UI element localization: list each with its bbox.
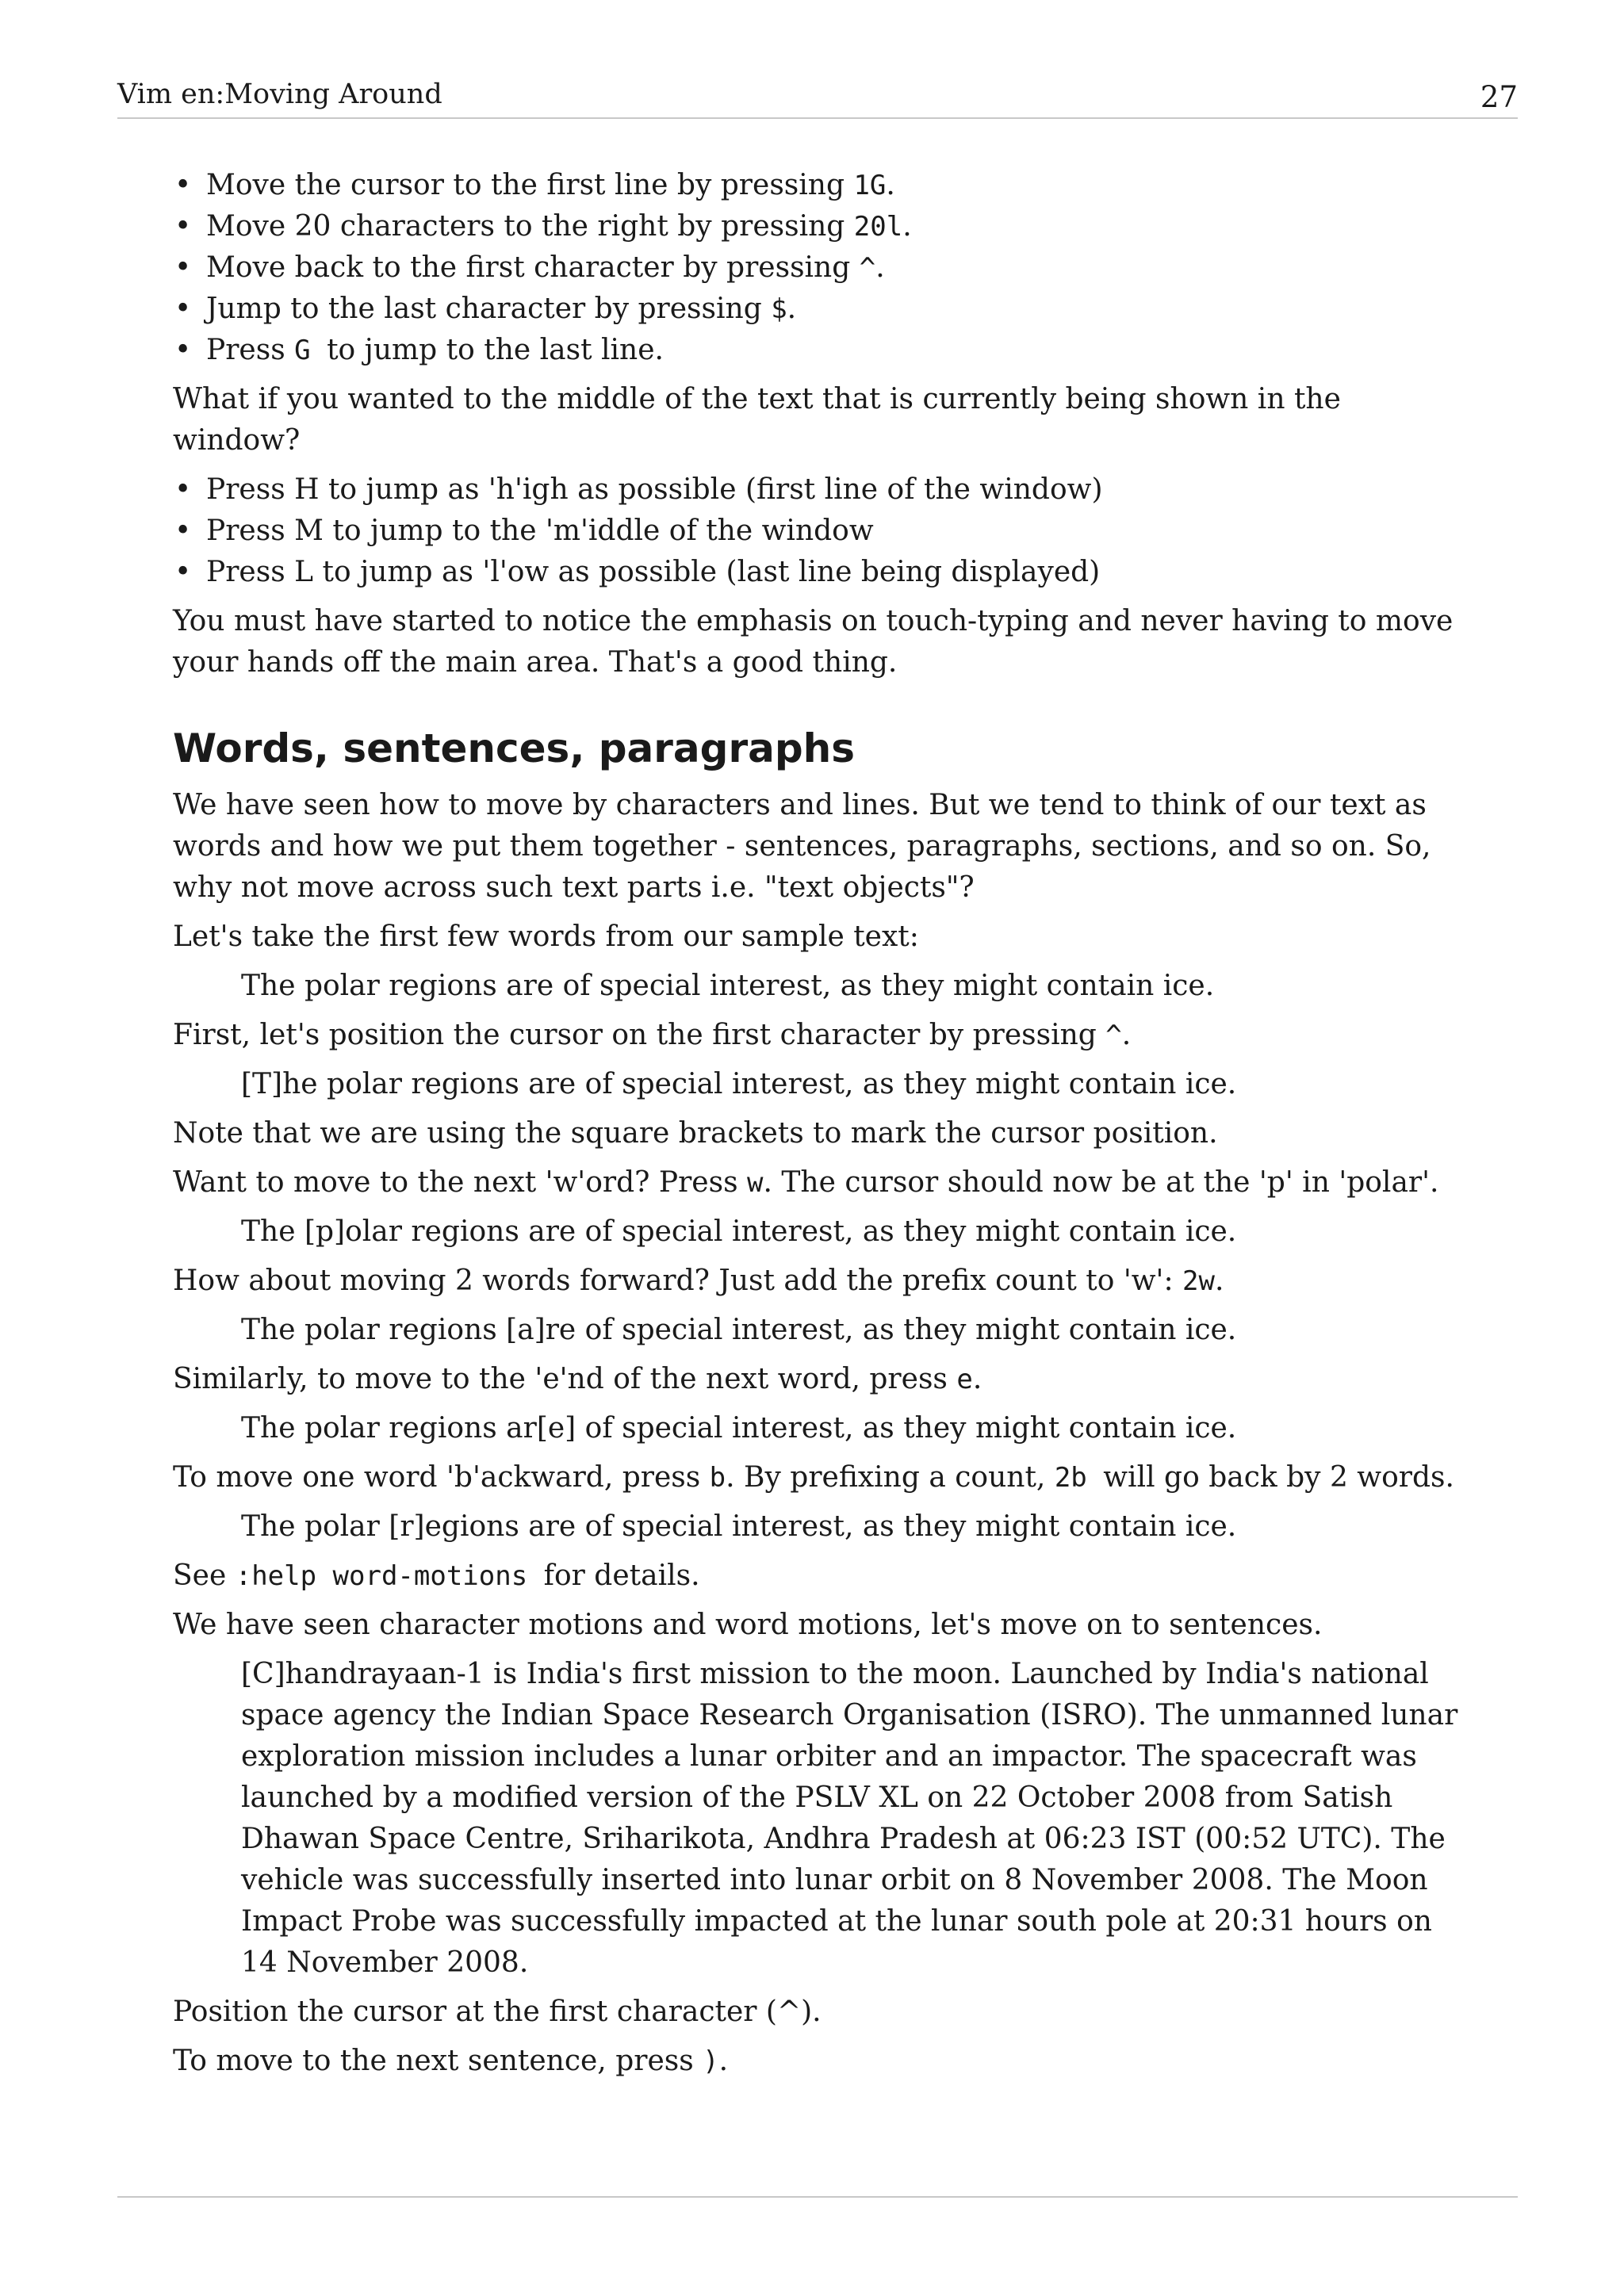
key-code: ) bbox=[703, 2045, 719, 2077]
section-heading: Words, sentences, paragraphs bbox=[173, 725, 855, 771]
key-code: G bbox=[294, 335, 327, 366]
footer-divider bbox=[117, 2196, 1518, 2198]
key-code: 2b bbox=[1054, 1462, 1104, 1494]
paragraph: You must have started to notice the emphasis on touch-typing and never having to move your hands off the main area. That's a good thing. bbox=[173, 605, 1454, 679]
key-code: 20l bbox=[853, 211, 903, 243]
page-number: 27 bbox=[1480, 80, 1518, 114]
list-item: • Move 20 characters to the right by pressing 20l. bbox=[173, 206, 1473, 247]
list-item: • Move back to the first character by pressing ^. bbox=[173, 247, 1473, 289]
running-title: Vim en:Moving Around bbox=[117, 78, 442, 110]
paragraph: Let's take the first few words from our sample text: bbox=[173, 920, 919, 953]
key-code: e bbox=[956, 1364, 973, 1395]
key-code: b bbox=[709, 1462, 726, 1494]
list-item: • Move the cursor to the first line by pressing 1G. bbox=[173, 165, 1473, 206]
key-code: w bbox=[747, 1167, 764, 1199]
paragraph: Want to move to the next 'w'ord? Press w. The cursor should now be at the 'p' in 'polar'. bbox=[173, 1166, 1439, 1199]
page-header bbox=[117, 76, 1518, 119]
example-text: [C]handrayaan-1 is India's first mission to the moon. Launched by India's national space agency the Indian Space Research Organisation (ISRO). The unmanned lunar exploration mission includes a lunar orbiter and an impactor. The spacecraft was launched by a modified version of the PSLV XL on 22 October 2008 from Satish Dhawan Space Centre, Sriharikota, Andhra Pradesh at 06:23 IST (00:52 UTC). The vehicle was successfully inserted into lunar orbit on 8 November 2008. The Moon Impact Probe was successfully impacted at the lunar south pole at 20:31 hours on 14 November 2008. bbox=[241, 1658, 1458, 1979]
paragraph: To move to the next sentence, press ). bbox=[173, 2045, 729, 2077]
cursor-motion-list bbox=[173, 165, 1473, 371]
list-item: • Jump to the last character by pressing $. bbox=[173, 289, 1473, 330]
example-text: The [p]olar regions are of special interest, as they might contain ice. bbox=[241, 1215, 1237, 1248]
list-item: • Press L to jump as 'l'ow as possible (last line being displayed) bbox=[173, 552, 1473, 593]
example-text: The polar regions are of special interest, as they might contain ice. bbox=[241, 970, 1215, 1002]
key-code: 2w bbox=[1182, 1265, 1215, 1297]
paragraph: First, let's position the cursor on the first character by pressing ^. bbox=[173, 1019, 1132, 1051]
paragraph: We have seen character motions and word motions, let's move on to sentences. bbox=[173, 1609, 1323, 1641]
paragraph: What if you wanted to the middle of the text that is currently being shown in the window? bbox=[173, 383, 1341, 457]
example-text: The polar [r]egions are of special interest, as they might contain ice. bbox=[241, 1510, 1237, 1543]
example-text: [T]he polar regions are of special interest, as they might contain ice. bbox=[241, 1068, 1237, 1100]
example-text: The polar regions [a]re of special interest, as they might contain ice. bbox=[241, 1314, 1237, 1346]
example-text: The polar regions ar[e] of special interest, as they might contain ice. bbox=[241, 1412, 1237, 1445]
key-code: ^ bbox=[1105, 1020, 1122, 1051]
paragraph: Similarly, to move to the 'e'nd of the next word, press e. bbox=[173, 1363, 982, 1395]
page-body bbox=[173, 165, 1473, 2090]
key-code: ^ bbox=[859, 252, 876, 284]
paragraph: How about moving 2 words forward? Just add the prefix count to 'w': 2w. bbox=[173, 1265, 1224, 1297]
window-motion-list bbox=[173, 469, 1473, 593]
key-code: $ bbox=[771, 293, 787, 325]
paragraph: Note that we are using the square brackets to mark the cursor position. bbox=[173, 1117, 1218, 1150]
list-item: • Press M to jump to the 'm'iddle of the window bbox=[173, 511, 1473, 552]
paragraph: See :help word-motions for details. bbox=[173, 1559, 700, 1592]
list-item: • Press G to jump to the last line. bbox=[173, 330, 1473, 371]
key-code: 1G bbox=[853, 170, 887, 201]
list-item: • Press H to jump as 'h'igh as possible (first line of the window) bbox=[173, 469, 1473, 511]
paragraph: To move one word 'b'ackward, press b. By prefixing a count, 2b will go back by 2 words. bbox=[173, 1461, 1454, 1494]
help-command: :help word-motions bbox=[235, 1560, 544, 1592]
paragraph: We have seen how to move by characters and lines. But we tend to think of our text as words and how we put them together - sentences, paragraphs, sections, and so on. So, why not move across such text parts i.e. "text objects"? bbox=[173, 789, 1431, 904]
paragraph: Position the cursor at the first character (^). bbox=[173, 1996, 822, 2028]
